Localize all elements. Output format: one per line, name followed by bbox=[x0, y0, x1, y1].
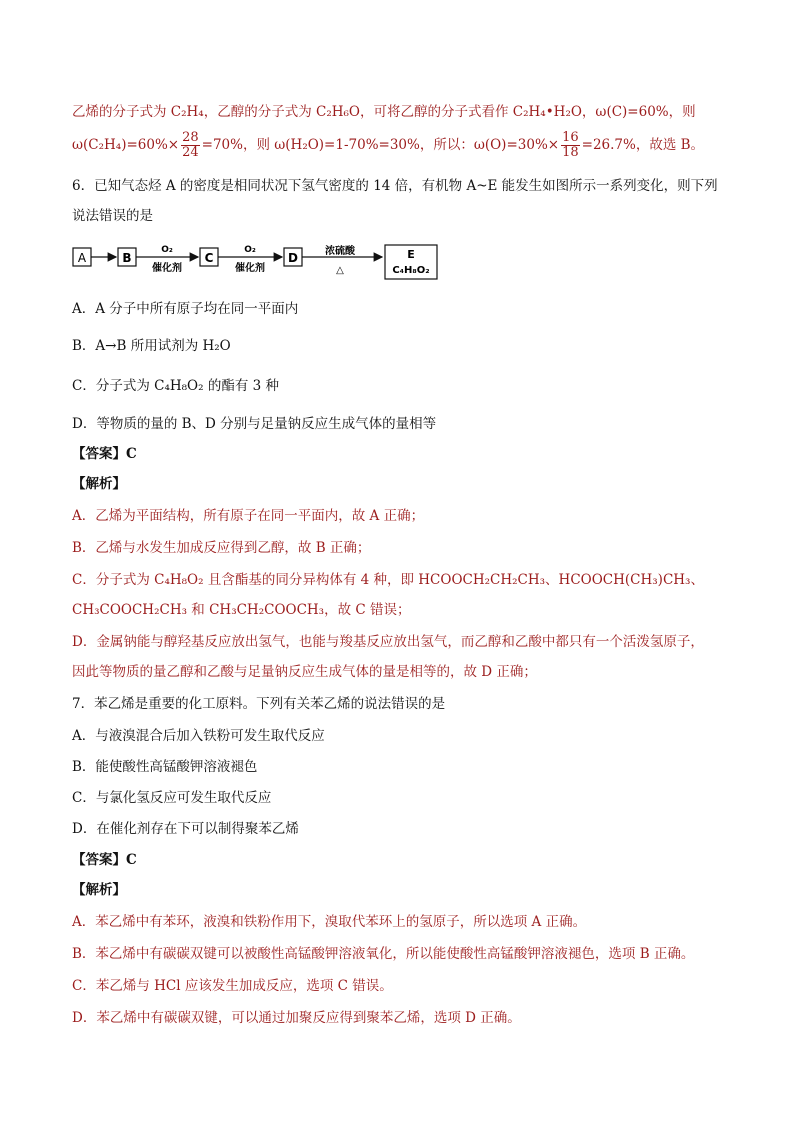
fraction-numerator: 28 bbox=[182, 130, 199, 145]
q7-analysis-d: D．苯乙烯中有碳碳双键，可以通过加聚反应得到聚苯乙烯，选项 D 正确。 bbox=[72, 1010, 521, 1026]
q5-solution-text-a: ω(C₂H₄)=60%× bbox=[72, 137, 180, 153]
box-c-label: C bbox=[204, 251, 214, 265]
q7-analysis-a: A．苯乙烯中有苯环，液溴和铁粉作用下，溴取代苯环上的氢原子，所以选项 A 正确。 bbox=[72, 914, 587, 930]
box-a-label: A bbox=[77, 251, 87, 265]
q6-stem-line-1: 6．已知气态烃 A 的密度是相同状况下氢气密度的 14 倍，有机物 A~E 能发生如图所示一系列变化，则下列 bbox=[72, 178, 718, 194]
q5-solution-line-1: 乙烯的分子式为 C₂H₄，乙醇的分子式为 C₂H₆O，可将乙醇的分子式看作 C₂H₄•H₂O，ω(C)=60%，则 bbox=[72, 104, 696, 120]
box-e-bottom-label: C₄H₈O₂ bbox=[392, 265, 430, 276]
q7-analysis-b: B．苯乙烯中有碳碳双键可以被酸性高锰酸钾溶液氧化，所以能使酸性高锰酸钾溶液褪色，选项 B 正确。 bbox=[72, 946, 695, 962]
q6-analysis-d-line-1: D．金属钠能与醇羟基反应放出氢气，也能与羧基反应放出氢气，而乙醇和乙酸中都只有一个活泼氢原子， bbox=[72, 634, 704, 650]
q6-answer: 【答案】C bbox=[72, 446, 137, 462]
arrow-c-to-d-top-label: O₂ bbox=[244, 245, 256, 255]
box-d-label: D bbox=[288, 251, 298, 265]
q7-option-a: A．与液溴混合后加入铁粉可发生取代反应 bbox=[72, 728, 325, 744]
q7-answer: 【答案】C bbox=[72, 852, 137, 868]
q6-option-b: B．A→B 所用试剂为 H₂O bbox=[72, 338, 231, 354]
q5-solution-text-b: =70%，则 ω(H₂O)=1-70%=30%，所以：ω(O)=30%× bbox=[201, 137, 560, 153]
q5-solution-text-c: =26.7%，故选 B。 bbox=[581, 137, 705, 153]
q6-analysis-a: A．乙烯为平面结构，所有原子在同一平面内，故 A 正确； bbox=[72, 508, 425, 524]
box-b-label: B bbox=[122, 251, 132, 265]
q7-option-c: C．与氯化氢反应可发生取代反应 bbox=[72, 790, 272, 806]
q6-analysis-c-line-2: CH₃COOCH₂CH₃ 和 CH₃CH₂COOCH₃，故 C 错误； bbox=[72, 602, 411, 618]
q6-analysis-b: B．乙烯与水发生加成反应得到乙醇，故 B 正确； bbox=[72, 540, 371, 556]
fraction-28-24 bbox=[181, 131, 200, 160]
q6-option-c: C．分子式为 C₄H₈O₂ 的酯有 3 种 bbox=[72, 378, 279, 394]
q6-analysis-label: 【解析】 bbox=[72, 476, 126, 492]
q6-option-d: D．等物质的量的 B、D 分别与足量钠反应生成气体的量相等 bbox=[72, 416, 437, 432]
q6-analysis-d-line-2: 因此等物质的量乙醇和乙酸与足量钠反应生成气体的量是相等的，故 D 正确； bbox=[72, 664, 537, 680]
fraction-16-18 bbox=[561, 131, 580, 160]
q6-analysis-c-line-1: C．分子式为 C₄H₈O₂ 且含酯基的同分异构体有 4 种，即 HCOOCH₂CH₂CH₃、HCOOCH(CH₃)CH₃、 bbox=[72, 572, 704, 588]
reaction-flow-diagram bbox=[72, 244, 442, 286]
q7-analysis-c: C．苯乙烯与 HCl 应该发生加成反应，选项 C 错误。 bbox=[72, 978, 393, 994]
q7-analysis-label: 【解析】 bbox=[72, 882, 126, 898]
q6-option-a: A．A 分子中所有原子均在同一平面内 bbox=[72, 301, 299, 317]
fraction-denominator: 24 bbox=[182, 145, 199, 160]
arrow-c-to-d-bottom-label: 催化剂 bbox=[235, 263, 265, 274]
fraction-denominator: 18 bbox=[562, 145, 579, 160]
fraction-numerator: 16 bbox=[562, 130, 579, 145]
arrow-b-to-c-top-label: O₂ bbox=[161, 245, 173, 255]
arrow-b-to-c-bottom-label: 催化剂 bbox=[152, 263, 182, 274]
box-e-top-label: E bbox=[407, 248, 415, 261]
q6-stem-line-2: 说法错误的是 bbox=[72, 208, 153, 224]
arrow-d-to-e-bottom-label: △ bbox=[336, 265, 344, 276]
arrow-d-to-e-top-label: 浓硫酸 bbox=[325, 246, 355, 257]
q5-solution-line-2 bbox=[72, 128, 704, 162]
q7-option-d: D．在催化剂存在下可以制得聚苯乙烯 bbox=[72, 821, 299, 837]
q7-option-b: B．能使酸性高锰酸钾溶液褪色 bbox=[72, 759, 258, 775]
q7-stem: 7．苯乙烯是重要的化工原料。下列有关苯乙烯的说法错误的是 bbox=[72, 696, 446, 712]
